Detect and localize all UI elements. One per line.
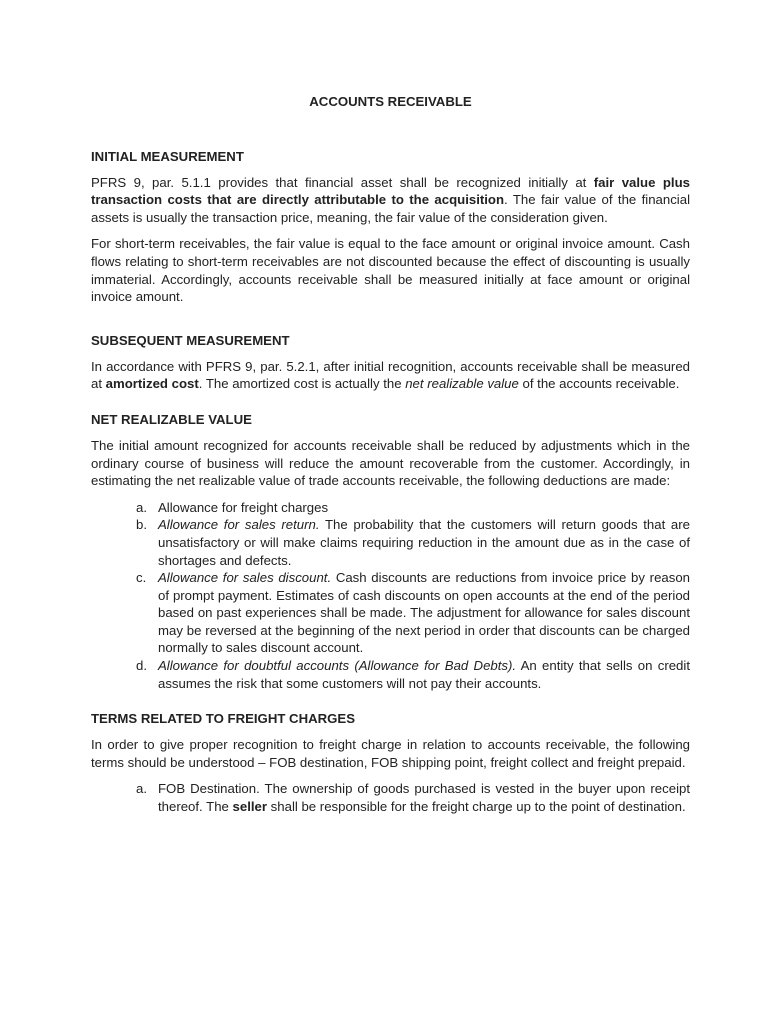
list-item	[136, 569, 690, 657]
paragraph-initial-1	[91, 174, 690, 227]
text-span: In accordance with PFRS 9, par. 5.2.1, after initial recognition, accounts receivable shall be measured at	[91, 358, 690, 392]
text-span: An entity that sells on credit assumes the risk that some customers will not pay their accounts.	[158, 658, 690, 691]
list-marker: c.	[136, 570, 147, 586]
list-marker: a.	[136, 781, 147, 797]
text-span: . The amortized cost is actually the	[198, 376, 406, 392]
text-span: Cash discounts are reductions from invoice price by reason of prompt payment. Estimates of cash discounts on open accounts at the end of the period based on past experiences shall be made. The adjustment for allowance for sales discount may be reversed at the beginning of the next period in order that discounts can be charged normally to sales discount account.	[158, 570, 690, 656]
text-span: Allowance for freight charges	[158, 499, 329, 515]
text-span: of the accounts receivable.	[518, 376, 680, 392]
italic-text: Allowance for doubtful accounts (Allowance for Bad Debts).	[158, 658, 517, 674]
list-marker: a.	[136, 499, 147, 515]
heading-net-realizable-value: NET REALIZABLE VALUE	[91, 411, 252, 427]
deductions-list	[91, 499, 690, 693]
list-marker: b.	[136, 517, 147, 533]
list-item	[136, 499, 690, 517]
list-item	[136, 780, 690, 815]
freight-terms-list	[91, 780, 690, 815]
list-marker: d.	[136, 658, 147, 674]
paragraph-subsequent-1	[91, 358, 690, 393]
italic-text: Allowance for sales return.	[158, 517, 320, 533]
paragraph-freight-1: In order to give proper recognition to freight charge in relation to accounts receivable, the following terms should be understood – FOB destination, FOB shipping point, freight collect and freight prepaid.	[91, 737, 690, 770]
paragraph-nrv-1: The initial amount recognized for accounts receivable shall be reduced by adjustments which in the ordinary course of business will reduce the amount recoverable from the customer. Accordingly, in estimating the net realizable value of trade accounts receivable, the following deductions are made:	[91, 437, 690, 489]
italic-text: net realizable value	[405, 376, 519, 392]
text-span: . The fair value of the financial assets is usually the transaction price, meaning, the fair value of the consideration given.	[91, 192, 690, 225]
bold-text: amortized cost	[105, 376, 199, 392]
text-span: PFRS 9, par. 5.1.1 provides that financial asset shall be recognized initially at	[91, 174, 594, 190]
text-span: FOB Destination. The ownership of goods purchased is vested in the buyer upon receipt thereof. The	[158, 781, 690, 815]
heading-subsequent-measurement: SUBSEQUENT MEASUREMENT	[91, 332, 290, 348]
paragraph-initial-2: For short-term receivables, the fair value is equal to the face amount or original invoice amount. Cash flows relating to short-term receivables are not discounted because the effect of discounting is usually immaterial. Accordingly, accounts receivable shall be measured initially at face amount or original invoice amount.	[91, 236, 690, 305]
text-span: shall be responsible for the freight charge up to the point of destination.	[267, 799, 686, 815]
heading-initial-measurement: INITIAL MEASUREMENT	[91, 148, 244, 164]
bold-text: fair value plus transaction costs that are directly attributable to the acquisition	[91, 174, 690, 208]
italic-text: Allowance for sales discount.	[158, 570, 332, 586]
bold-text: seller	[232, 799, 268, 815]
page-title: ACCOUNTS RECEIVABLE	[309, 94, 472, 109]
list-item	[136, 657, 690, 692]
text-span: The probability that the customers will return goods that are unsatisfactory or will make claims requiring reduction in the amount due as in the case of shortages and defects.	[158, 517, 690, 568]
spacer	[91, 402, 690, 411]
spacer	[91, 315, 690, 332]
list-item	[136, 516, 690, 569]
spacer	[91, 701, 690, 710]
heading-freight-charges: TERMS RELATED TO FREIGHT CHARGES	[91, 711, 355, 727]
